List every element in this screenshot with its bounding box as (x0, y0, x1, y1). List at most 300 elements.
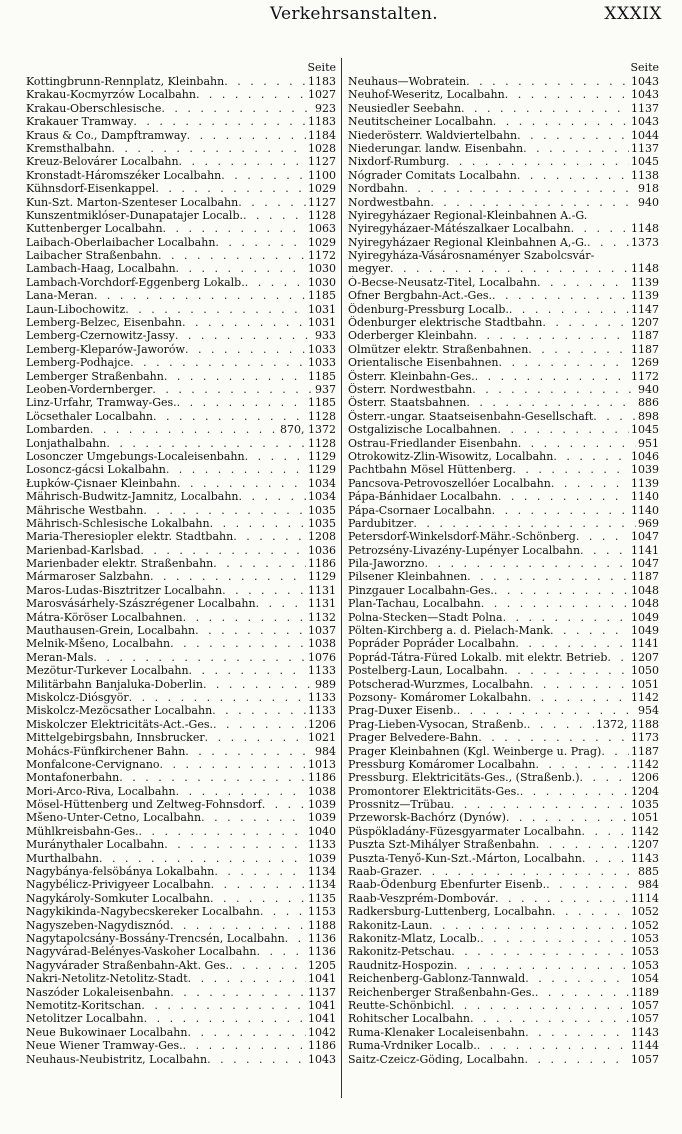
entry-name: Pápa-Bánhidaer Localbahn (348, 490, 498, 504)
index-entry (26, 919, 336, 932)
entry-name: Püspökladány-Füzesgyarmater Localbahn (348, 824, 582, 838)
index-entry (348, 129, 659, 142)
leader-dots (285, 932, 306, 945)
leader-dots (552, 905, 629, 918)
entry-name: Poprád-Tátra-Füred Lokalb. mit elektr. Betrieb (348, 650, 608, 664)
leader-dots (457, 704, 636, 717)
index-entry (348, 919, 659, 932)
entry-page-number: 1135 (308, 891, 336, 905)
index-entry (26, 959, 336, 972)
leader-dots (546, 878, 636, 891)
entry-page-number: 1140 (631, 490, 659, 504)
entry-name: Neutitscheiner Localbahn (348, 115, 493, 129)
entry-page-number: 1186 (308, 771, 336, 785)
entry-name: Kühnsdorf-Eisenkappel (26, 182, 156, 196)
index-entry (26, 865, 336, 878)
index-entry (348, 972, 659, 985)
index-entry (26, 544, 336, 557)
leader-dots (176, 785, 306, 798)
entry-name: Nixdorf-Rumburg (348, 155, 446, 169)
entry-page-number: 1038 (308, 637, 336, 651)
index-entry (26, 637, 336, 650)
leader-dots (201, 811, 306, 824)
entry-page-number: 954 (638, 704, 659, 718)
index-entry (348, 463, 659, 476)
index-entry (348, 745, 659, 758)
leader-dots (215, 236, 306, 249)
entry-name: Lemberg-Podhajce (26, 356, 131, 370)
index-entry (348, 664, 659, 677)
leader-dots (451, 798, 629, 811)
index-entry (26, 249, 336, 262)
entry-page-number: 1035 (631, 798, 659, 812)
entry-page-number: 933 (315, 329, 336, 343)
leader-dots (525, 972, 629, 985)
leader-dots (527, 718, 594, 731)
entry-name: Pila-Jaworzno (348, 557, 425, 571)
index-entry (348, 811, 659, 824)
entry-name: Neuhaus—Wobratein (348, 75, 467, 88)
index-entry (26, 88, 336, 101)
leader-dots (176, 262, 306, 275)
entry-name: Nordbahn (348, 182, 405, 196)
index-entry (26, 343, 336, 356)
entry-page-number: 1029 (308, 235, 336, 249)
index-entry (348, 236, 659, 249)
entry-name: Petersdorf-Winkelsdorf-Mähr.-Schönberg (348, 530, 576, 544)
leader-dots (536, 838, 629, 851)
index-entry (26, 303, 336, 316)
index-entry (348, 182, 659, 195)
entry-page-number: 1034 (308, 490, 336, 504)
index-entry (26, 182, 336, 195)
leader-dots (404, 182, 636, 195)
entry-page-number: 1037 (308, 624, 336, 638)
entry-name: Pölten-Kirchberg a. d. Pielach-Mank (348, 624, 551, 638)
leader-dots (593, 410, 636, 423)
index-entry (26, 450, 336, 463)
index-entry (348, 731, 659, 744)
entry-name: Nagyszeben-Nagydisznód (26, 918, 170, 932)
entry-name: Monfalcone-Cervignano (26, 757, 160, 771)
index-entry (26, 758, 336, 771)
index-entry (348, 611, 659, 624)
entry-page-number: 1128 (308, 208, 336, 222)
index-entry (348, 1012, 659, 1025)
entry-name: Saitz-Czeicz-Göding, Localbahn (348, 1052, 525, 1066)
page-title: Verkehrsanstalten. (270, 4, 438, 24)
index-entry (348, 865, 659, 878)
entry-name: Marienbader elektr. Straßenbahn (26, 557, 214, 571)
index-entry (348, 557, 659, 570)
entry-name: Raab-Ödenburg Ebenfurter Eisenb. (348, 878, 547, 892)
entry-page-number: 1142 (631, 757, 659, 771)
entry-name: Prager Belvedere-Bahn (348, 731, 479, 745)
leader-dots (480, 932, 629, 945)
index-entry (26, 262, 336, 275)
entry-page-number: 886 (638, 396, 659, 410)
leader-dots (170, 986, 306, 999)
entry-name: Kronstadt-Háromszéker Localbahn (26, 168, 222, 182)
entry-page-number: 1043 (631, 115, 659, 129)
index-entry (26, 570, 336, 583)
entry-name: Neuhaus-Neubistritz, Localbahn (26, 1052, 208, 1066)
leader-dots (492, 504, 629, 517)
entry-page-number: 1051 (631, 811, 659, 825)
index-entry (348, 262, 659, 275)
entry-name: Ostgalizische Localbahnen (348, 423, 498, 437)
entry-page-number: 1038 (308, 784, 336, 798)
entry-page-number: 1137 (631, 141, 659, 155)
leader-dots (477, 1039, 629, 1052)
index-entry (348, 651, 659, 664)
index-entry (26, 771, 336, 784)
entry-name: Rohitscher Localbahn (348, 1012, 471, 1026)
leader-dots (472, 383, 636, 396)
entry-name: Maros-Ludas-Bisztritzer Localbahn (26, 583, 223, 597)
entry-name: Pozsony- Komáromer Lokalbahn (348, 690, 528, 704)
entry-name: Krakauer Tramway (26, 115, 134, 129)
index-entry (26, 463, 336, 476)
index-entry (348, 878, 659, 891)
leader-dots (133, 115, 306, 128)
index-entry (348, 798, 659, 811)
entry-name: Marosvásárhely-Szászrégener Localbahn (26, 597, 256, 611)
leader-dots (185, 343, 306, 356)
leader-dots (213, 718, 306, 731)
entry-name: Lemberger Straßenbahn (26, 369, 164, 383)
entry-page-number: 1185 (308, 369, 336, 383)
entry-name: Mährisch-Schlesische Lokalbahn (26, 516, 210, 530)
entry-name: Pressburg. Elektricitäts-Ges., (Straßenb.) (348, 771, 580, 785)
entry-name: Raab-Veszprém-Dombovár (348, 891, 496, 905)
entry-page-number: 1142 (631, 824, 659, 838)
entry-name: Reichenberg-Gablonz-Tannwald (348, 972, 526, 986)
index-entry (26, 115, 336, 128)
entry-name: Kunszentmiklóser-Dunapatajer Localb. (26, 208, 243, 222)
leader-dots (504, 664, 629, 677)
entry-page-number: 1048 (631, 597, 659, 611)
index-entry (26, 785, 336, 798)
entry-name: Niederungar. landw. Eisenbahn (348, 141, 524, 155)
leader-dots (143, 504, 306, 517)
entry-page-number: 1136 (308, 932, 336, 945)
entry-page-number: 1173 (631, 731, 659, 745)
entry-page-number: 1137 (308, 985, 336, 999)
leader-dots (475, 370, 629, 383)
entry-name: Kreuz-Belovárer Localbahn (26, 155, 179, 169)
index-entry (26, 142, 336, 155)
entry-page-number: 1043 (631, 88, 659, 102)
index-entry (348, 370, 659, 383)
leader-dots (495, 892, 629, 905)
entry-page-number: 898 (638, 409, 659, 423)
index-entry (348, 838, 659, 851)
entry-page-number: 1053 (631, 958, 659, 972)
leader-dots (144, 1012, 306, 1025)
index-entry (26, 477, 336, 490)
entry-page-number: 1129 (308, 463, 336, 477)
entry-page-number: 989 (315, 677, 336, 691)
entry-name: Pancsova-Petrovoszellóer Localbahn (348, 476, 551, 490)
page-number: XXXIX (604, 4, 662, 24)
leader-dots (170, 637, 306, 650)
entry-page-number: 1042 (308, 1025, 336, 1039)
entry-name: Lombarden (26, 423, 90, 437)
index-entry (26, 504, 336, 517)
entry-page-number: 1027 (308, 88, 336, 102)
entry-page-number: 1035 (308, 503, 336, 517)
entry-page-number: 1033 (308, 356, 336, 370)
leader-dots (467, 570, 629, 583)
index-entry (26, 236, 336, 249)
entry-name: Ofner Bergbahn-Act.-Ges. (348, 289, 492, 303)
leader-dots (256, 597, 306, 610)
index-entry (348, 142, 659, 155)
index-entry (26, 651, 336, 664)
entry-page-number: 1140 (631, 503, 659, 517)
entry-page-number: 1047 (631, 557, 659, 571)
entry-page-number: 951 (638, 436, 659, 450)
entry-page-number: 1041 (308, 972, 336, 986)
entry-name: Marienbad-Karlsbad (26, 543, 141, 557)
entry-page-number: 1044 (631, 128, 659, 142)
index-entry (348, 637, 659, 650)
entry-page-number: 1189 (631, 985, 659, 999)
entry-page-number: 1041 (308, 1012, 336, 1026)
entry-name: Leoben-Vordernberger (26, 382, 153, 396)
index-entry (26, 584, 336, 597)
entry-page-number: 1188 (308, 918, 336, 932)
entry-page-number: 1052 (631, 905, 659, 919)
entry-name: Pápa-Csornaer Localbahn (348, 503, 492, 517)
index-entry (26, 276, 336, 289)
entry-page-number: 984 (315, 744, 336, 758)
entry-name: Mšeno-Unter-Cetno, Localbahn (26, 811, 202, 825)
entry-name: Militärbahn Banjaluka-Doberlin (26, 677, 203, 691)
index-entry (26, 75, 336, 88)
entry-name: Miskolcz-Mezöcsather Localbahn (26, 704, 213, 718)
entry-name: Pressburg Komáromer Localbahn (348, 757, 536, 771)
leader-dots (153, 410, 306, 423)
index-entry (348, 718, 659, 731)
leader-dots (576, 530, 629, 543)
entry-page-number: 1054 (631, 972, 659, 986)
leader-dots (587, 236, 629, 249)
leader-dots (413, 517, 636, 530)
index-entry (348, 959, 659, 972)
leader-dots (141, 999, 306, 1012)
entry-name: Österr. Kleinbahn-Ges. (348, 369, 475, 383)
entry-name: Lana-Meran (26, 289, 94, 303)
leader-dots (221, 169, 306, 182)
leader-dots (238, 196, 306, 209)
index-entry (348, 303, 659, 316)
entry-page-number: 1143 (631, 851, 659, 865)
index-entry (348, 75, 659, 88)
index-entry (26, 892, 336, 905)
index-entry (348, 1026, 659, 1039)
page-header (0, 4, 682, 32)
entry-name: Oderberger Kleinbahn (348, 329, 474, 343)
index-entry (348, 852, 659, 865)
entry-page-number: 1128 (308, 436, 336, 450)
leader-dots (196, 88, 306, 101)
leader-dots (164, 838, 306, 851)
leader-dots (130, 356, 306, 369)
leader-dots (509, 303, 629, 316)
leader-dots (528, 343, 629, 356)
leader-dots (140, 544, 306, 557)
entry-name: Mauthausen-Grein, Localbahn (26, 624, 196, 638)
entry-page-number: 1031 (308, 302, 336, 316)
index-entry (348, 544, 659, 557)
entry-name: Plan-Tachau, Localbahn (348, 597, 481, 611)
index-entry (348, 88, 659, 101)
leader-dots (222, 584, 306, 597)
entry-name: Mezötur-Turkever Localbahn (26, 664, 189, 678)
entry-page-number: 1057 (631, 1012, 659, 1026)
leader-dots (419, 865, 636, 878)
entry-name: Lemberg-Kleparów-Jaworów (26, 342, 185, 356)
entry-page-number: 1134 (308, 878, 336, 892)
entry-name: Mori-Arco-Riva, Localbahn (26, 784, 176, 798)
index-entry (26, 196, 336, 209)
index-entry (348, 343, 659, 356)
leader-dots (195, 624, 306, 637)
entry-page-number: 1139 (631, 275, 659, 289)
index-entry (26, 664, 336, 677)
entry-page-number: 923 (315, 101, 336, 115)
entry-name: Raudnitz-Hospozin (348, 958, 454, 972)
entry-page-number: 1039 (308, 798, 336, 812)
entry-name: Ó-Becse-Neusatz-Titel, Localbahn (348, 275, 537, 289)
index-entry (348, 477, 659, 490)
entry-page-number: 1040 (308, 824, 336, 838)
entry-name: Losonczer Umgebungs-Localeisenbahn (26, 449, 245, 463)
entry-name: Montafonerbahn (26, 771, 120, 785)
index-entry (348, 986, 659, 999)
entry-name: Orientalische Eisenbahnen (348, 356, 499, 370)
index-entry (348, 450, 659, 463)
index-entry (26, 718, 336, 731)
entry-page-number: 1053 (631, 945, 659, 959)
entry-page-number: 1045 (631, 155, 659, 169)
leader-dots (94, 289, 306, 302)
index-entry (348, 423, 659, 436)
leader-dots (211, 878, 306, 891)
leader-dots (451, 999, 629, 1012)
right-seite-label: Seite (630, 61, 659, 74)
leader-dots (125, 303, 306, 316)
entry-name: Krakau-Oberschlesische (26, 101, 162, 115)
entry-page-number: 1133 (308, 690, 336, 704)
index-entry (348, 530, 659, 543)
leader-dots (183, 611, 306, 624)
entry-name: Mösel-Hüttenberg und Zeltweg-Fohnsdorf (26, 798, 262, 812)
leader-dots (183, 1039, 306, 1052)
entry-page-number: 1076 (308, 650, 336, 664)
leader-dots (429, 919, 629, 932)
index-entry (26, 999, 336, 1012)
entry-name: Nyiregyházaer Regional Kleinbahnen A,-G. (348, 235, 588, 249)
index-entry (348, 209, 659, 222)
left-column (26, 61, 336, 1066)
entry-name: Promontorer Elektricitäts-Ges. (348, 784, 520, 798)
leader-dots (161, 102, 313, 115)
leader-dots (515, 637, 629, 650)
entry-page-number: 940 (638, 195, 659, 209)
entry-name: Kun-Szt. Marton-Szenteser Localbahn (26, 195, 239, 209)
index-entry (26, 289, 336, 302)
entry-name: Puszta Szt-Mihályer Straßenbahn (348, 838, 536, 852)
leader-dots (498, 490, 629, 503)
entry-page-number: 1142 (631, 690, 659, 704)
index-entry (26, 986, 336, 999)
leader-dots (497, 423, 629, 436)
leader-dots (229, 959, 306, 972)
leader-dots (155, 182, 306, 195)
leader-dots (106, 437, 306, 450)
leader-dots (446, 155, 629, 168)
entry-page-number: 1129 (308, 570, 336, 584)
index-entry (26, 410, 336, 423)
column-divider (341, 58, 342, 1098)
index-entry (26, 517, 336, 530)
index-entry (348, 196, 659, 209)
leader-dots (170, 919, 306, 932)
entry-page-number: 870, 1372 (280, 423, 336, 437)
index-entry (26, 316, 336, 329)
index-entry (26, 852, 336, 865)
leader-dots (505, 88, 629, 101)
index-entry (26, 811, 336, 824)
entry-page-number: 1139 (631, 476, 659, 490)
entry-name: Nyiregyháza-Vásárosnaményer Szabolcsvár- (348, 249, 595, 263)
entry-name: Naszóder Lokaleisenbahn (26, 985, 171, 999)
index-entry (26, 745, 336, 758)
leader-dots (189, 664, 306, 677)
leader-dots (245, 276, 306, 289)
entry-name: Prag-Duxer Eisenb. (348, 704, 457, 718)
entry-name: Österr.-ungar. Staatseisenbahn-Gesellschaft (348, 409, 594, 423)
entry-page-number: 1030 (308, 262, 336, 276)
entry-name: Österr. Nordwestbahn (348, 382, 473, 396)
index-entry (26, 356, 336, 369)
entry-page-number: 1043 (308, 1052, 336, 1066)
index-entry (26, 624, 336, 637)
entry-page-number: 1139 (631, 289, 659, 303)
entry-name: Ruma-Klenaker Localeisenbahn (348, 1025, 526, 1039)
entry-name: Mohács-Fünfkirchener Bahn (26, 744, 186, 758)
index-entry (26, 490, 336, 503)
entry-page-number: 1133 (308, 838, 336, 852)
entry-name: Maria-Theresiopler elektr. Stadtbahn (26, 530, 234, 544)
leader-dots (571, 222, 629, 235)
entry-page-number: 1127 (308, 195, 336, 209)
leader-dots (177, 477, 306, 490)
entry-page-number: 918 (638, 182, 659, 196)
leader-dots (166, 463, 306, 476)
index-entry (348, 691, 659, 704)
entry-name: Nakri-Netolitz-Netolitz-Stadt (26, 972, 188, 986)
entry-name: Mátra-Köröser Localbahnen (26, 610, 183, 624)
leader-dots (160, 758, 306, 771)
entry-page-number: 1207 (631, 316, 659, 330)
leader-dots (601, 745, 629, 758)
leader-dots (498, 356, 629, 369)
index-entry (348, 383, 659, 396)
